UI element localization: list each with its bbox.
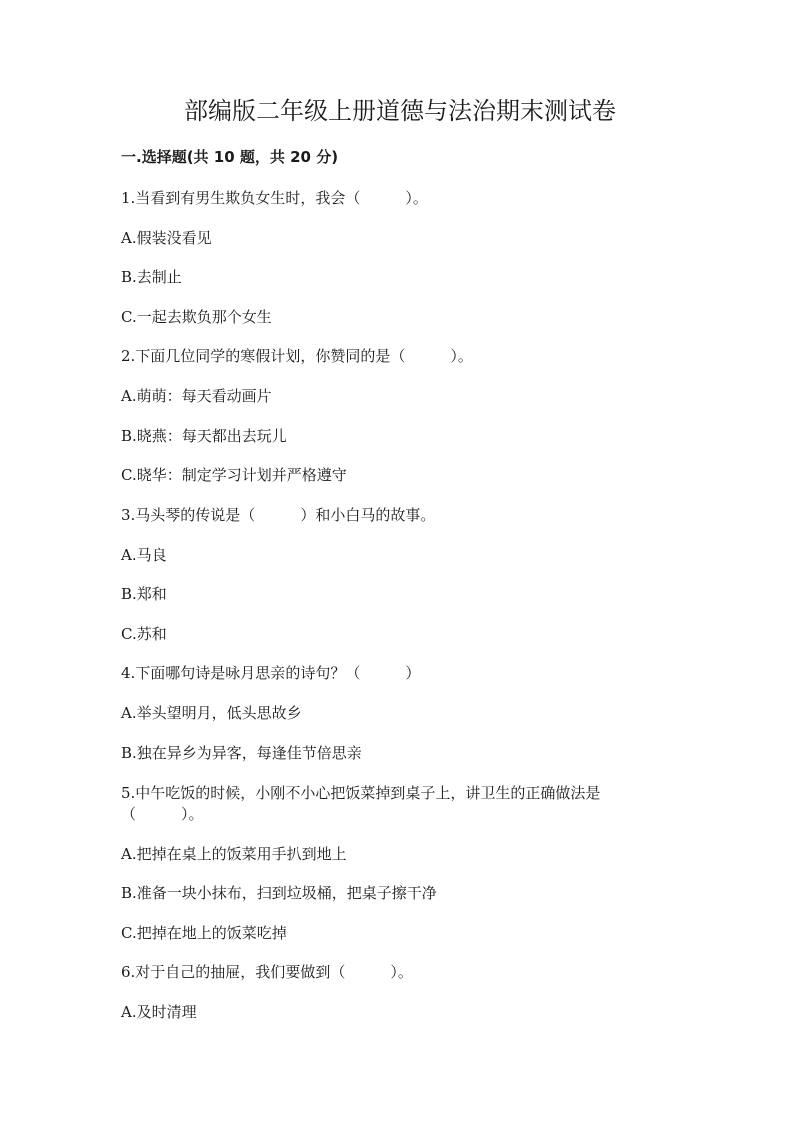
question-4-stem: 4.下面哪句诗是咏月思亲的诗句？（ ） [121,664,421,682]
question-1-option-c: C.一起去欺负那个女生 [121,308,272,326]
question-4-option-b: B.独在异乡为异客，每逢佳节倍思亲 [121,744,362,762]
question-4-option-a: A.举头望明月，低头思故乡 [121,704,302,722]
question-2-option-a: A.萌萌：每天看动画片 [121,387,272,405]
question-1-stem: 1.当看到有男生欺负女生时，我会（ ）。 [121,189,428,207]
question-2-option-b: B.晓燕：每天都出去玩儿 [121,427,287,445]
question-6-stem: 6.对于自己的抽屉，我们要做到（ ）。 [121,963,413,981]
question-3-stem: 3.马头琴的传说是（ ）和小白马的故事。 [121,506,436,524]
question-2-stem: 2.下面几位同学的寒假计划，你赞同的是（ ）。 [121,347,473,365]
question-1-option-b: B.去制止 [121,268,182,286]
question-5-option-a: A.把掉在桌上的饭菜用手扒到地上 [121,845,347,863]
question-3-option-a: A.马良 [121,546,167,564]
question-3-option-c: C.苏和 [121,625,167,643]
question-5-option-c: C.把掉在地上的饭菜吃掉 [121,924,287,942]
question-2-option-c: C.晓华：制定学习计划并严格遵守 [121,466,347,484]
question-6-option-a: A.及时清理 [121,1003,197,1021]
question-5-option-b: B.准备一块小抹布，扫到垃圾桶，把桌子擦干净 [121,884,437,902]
page-title: 部编版二年级上册道德与法治期末测试卷 [184,97,616,125]
question-5-stem: 5.中午吃饭的时候，小刚不小心把饭菜掉到桌子上，讲卫生的正确做法是 [121,784,601,802]
question-1-option-a: A.假装没看见 [121,229,212,247]
question-5-stem-continuation: （ ）。 [121,805,204,823]
section-heading: 一.选择题(共 10 题，共 20 分) [121,148,339,166]
question-3-option-b: B.郑和 [121,585,167,603]
